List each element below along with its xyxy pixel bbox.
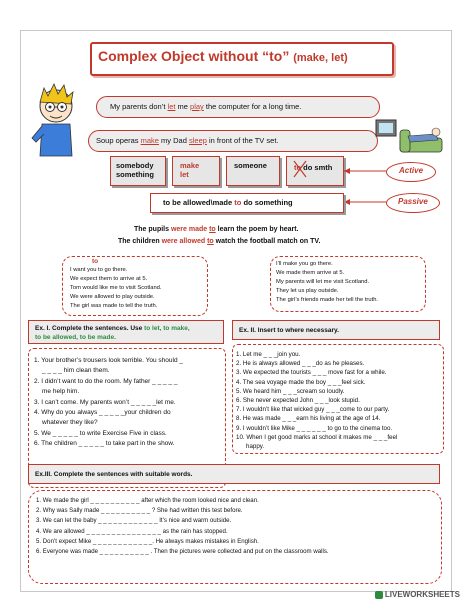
without-to-list: I’ll make you go there. We made them arrive at 5. My parents will let me visit Scotland. They let us play outside. The girl’s friends made her tell the truth. <box>276 261 379 303</box>
example-sentence-let: My parents don’t let me play the computer for a long time. <box>110 102 302 111</box>
example-sentence-make: Soup operas make my Dad sleep in front of the TV set. <box>96 136 279 145</box>
pattern-verb-text: make let <box>180 161 200 179</box>
exercise-1-heading: Ex. I. Complete the sentences. Use to let, to make, to be allowed, to be made. <box>28 320 224 344</box>
exercise-2-heading: Ex. II. Insert to where necessary. <box>232 320 440 340</box>
liveworksheets-logo: LIVEWORKSHEETS <box>375 590 460 599</box>
active-label: Active <box>399 166 424 175</box>
exercise-3-list: 1. We made the girl _ _ _ _ _ _ _ _ _ _ after which the room looked nice and clean. 2. Why was Sally made _ _ _ _ _ _ _ _ _ _ ? She had written this test before. 3. We can let the baby _ _ _ _ _ _ _ _ _ _ _ _ It’s nice and warm outside. 4. We are allowed _ _ _ _ _ _ _ _ _ _ _ _ _ _ _ as the rain has stopped. 5. Don’t expect Mike _ _ _ _ _ _ _ _ _ _ _ _. He always makes mistakes in English. 6. Everyone was made _ _ _ _ _ _ _ _ _ _ . Then the pictures were collected and put on the classroom walls. <box>36 497 329 556</box>
passive-phrase: to be allowed\made to do something <box>163 198 293 207</box>
passive-label: Passive <box>398 197 428 206</box>
with-to-label: to <box>92 258 99 265</box>
passive-example-1: The pupils were made to learn the poem by heart. <box>134 226 299 233</box>
page-title: Complex Object without “to” (make, let) <box>98 48 348 64</box>
sleeping-dad-illustration <box>374 116 444 158</box>
exercise-3-heading: Ex.III. Complete the sentences with suitable words. <box>28 464 440 484</box>
pattern-object-text: someone <box>234 161 267 170</box>
liveworksheets-icon <box>375 591 383 599</box>
with-to-list: I want you to go there. We expect them to arrive at 5. Tom would like me to visit Scotland. We were allowed to play outside. The girl was made to tell the truth. <box>70 267 162 309</box>
exercise-2-list: 1. Let me _ _ _join you. 2. He is always allowed _ _ _do as he pleases. 3. We expected the tourists _ _ _ move fast for a while. 4. The sea voyage made the boy _ _ _feel sick. 5. We heard him _ _ _scream so loudly. 6. She never expected John _ _ _look stupid. 7. I wouldn’t like that wicked guy _ _ _come to our party. 8. He was made _ _ _earn his living at the age of 14. 9. I wouldn’t like Mike _ _ _ _ _ _ to go to the cinema too. 10. When I get good marks at school it makes me _ _ _feel happy. <box>236 351 398 451</box>
exercise-1-list: 1. Your brother’s trousers look terrible. You should _ _ _ _ _ him clean them. 2. I didn’t want to do the room. My father _ _ _ _ _ me help him. 3. I can’t come. My parents won’t _ _ _ _ _let me. 4. Why do you always _ _ _ _ _your children do whatever they like? 5. We _ _ _ _ _ to write Exercise Five in class. 6. The children _ _ _ _ _ to take part in the show. <box>34 357 183 448</box>
boy-illustration <box>26 80 86 158</box>
pattern-subject-text: somebody something <box>116 161 154 179</box>
pattern-infinitive-text: to do smth <box>294 163 333 172</box>
passive-example-2: The children were allowed to watch the football match on TV. <box>118 238 321 245</box>
